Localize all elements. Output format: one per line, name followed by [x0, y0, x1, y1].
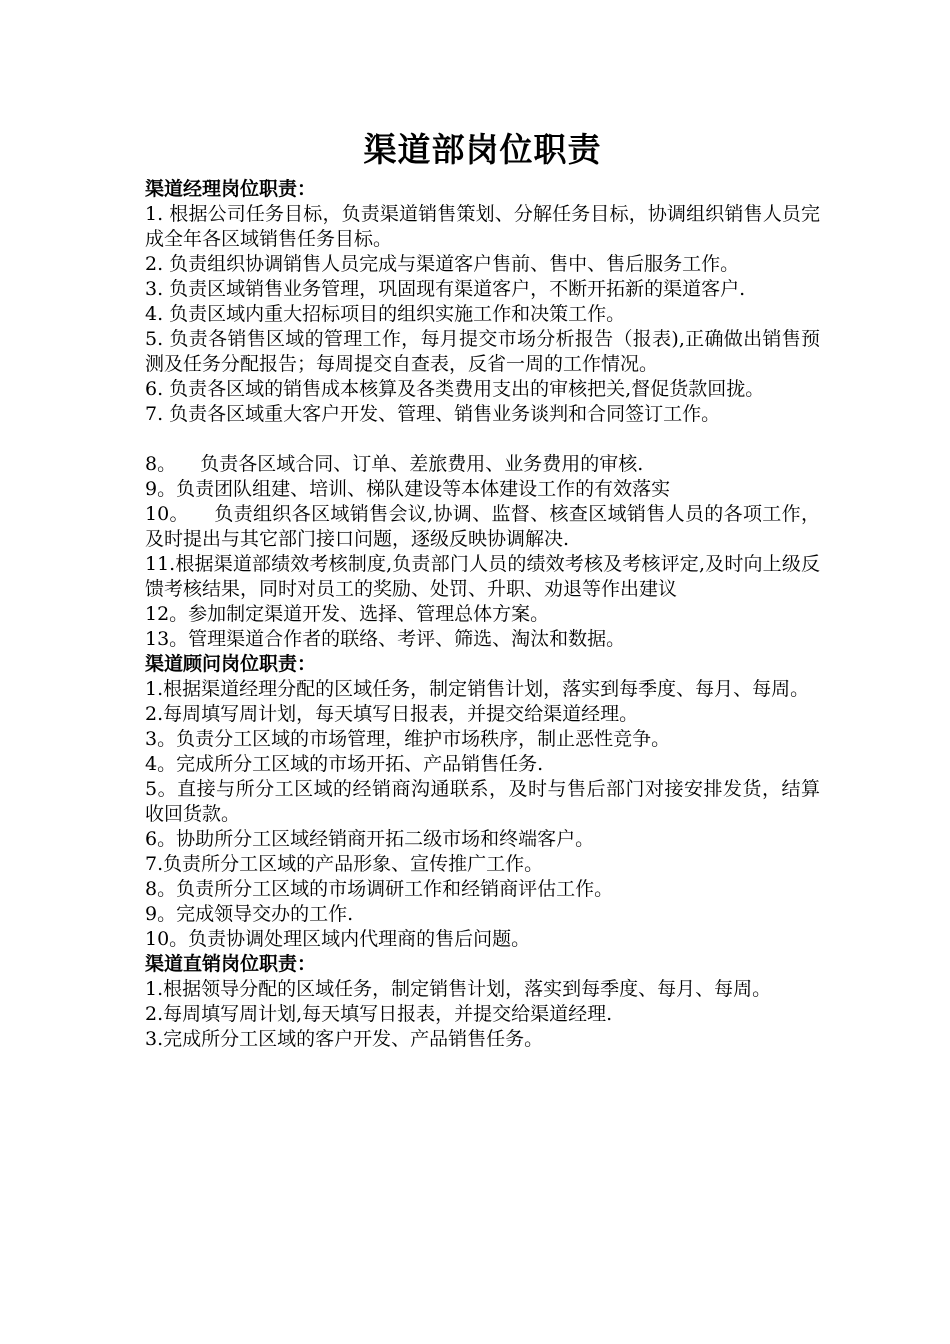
duty-item: 7.负责所分工区域的产品形象、宣传推广工作。: [145, 853, 544, 875]
duty-item: 11.根据渠道部绩效考核制度,负责部门人员的绩效考核及考核评定,及时向上级反馈考核结果，同时对员工的奖励、处罚、升职、劝退等作出建议: [145, 553, 820, 600]
duty-item: 12。参加制定渠道开发、选择、管理总体方案。: [145, 603, 550, 625]
duty-item: 10。 负责组织各区域销售会议,协调、监督、核查区域销售人员的各项工作，及时提出与其它部门接口问题，逐级反映协调解决.: [145, 503, 820, 550]
duty-item: 10。负责协调处理区域内代理商的售后问题。: [145, 928, 531, 950]
duty-item: 8。负责所分工区域的市场调研工作和经销商评估工作。: [145, 878, 614, 900]
duty-item: 2. 负责组织协调销售人员完成与渠道客户售前、售中、售后服务工作。: [145, 253, 740, 275]
duty-item: 8。 负责各区域合同、订单、差旅费用、业务费用的审核.: [145, 453, 644, 475]
section-heading: 渠道经理岗位职责：: [145, 178, 317, 200]
duty-item: 4. 负责区域内重大招标项目的组织实施工作和决策工作。: [145, 303, 626, 325]
duty-item: 3. 负责区域销售业务管理，巩固现有渠道客户，不断开拓新的渠道客户.: [145, 278, 746, 300]
duty-item: 13。管理渠道合作者的联络、考评、筛选、淘汰和数据。: [145, 628, 626, 650]
duty-item: 3。负责分工区域的市场管理，维护市场秩序，制止恶性竞争。: [145, 728, 671, 750]
duty-item: 1.根据渠道经理分配的区域任务，制定销售计划，落实到每季度、每月、每周。: [145, 678, 810, 700]
duty-item: 1. 根据公司任务目标，负责渠道销售策划、分解任务目标，协调组织销售人员完成全年各区域销售任务目标。: [145, 203, 820, 250]
document-title: 渠道部岗位职责: [363, 130, 602, 169]
duty-item: 9。负责团队组建、培训、梯队建设等本体建设工作的有效落实: [145, 478, 671, 500]
duty-item: 2.每周填写周计划，每天填写日报表，并提交给渠道经理。: [145, 703, 639, 725]
duty-item: 5. 负责各销售区域的管理工作，每月提交市场分析报告（报表),正确做出销售预测及任务分配报告；每周提交自查表，反省一周的工作情况。: [145, 328, 820, 375]
duty-item: 6。协助所分工区域经销商开拓二级市场和终端客户。: [145, 828, 595, 850]
section-channel-consultant: [145, 652, 820, 952]
duty-item: 2.每周填写周计划,每天填写日报表，并提交给渠道经理.: [145, 1003, 613, 1025]
section-heading: 渠道直销岗位职责：: [145, 953, 317, 975]
duty-item: 6. 负责各区域的销售成本核算及各类费用支出的审核把关,督促货款回拢。: [145, 378, 765, 400]
section-heading: 渠道顾问岗位职责：: [145, 653, 317, 675]
duty-item: 7. 负责各区域重大客户开发、管理、销售业务谈判和合同签订工作。: [145, 403, 721, 425]
duty-item: 5。直接与所分工区域的经销商沟通联系，及时与售后部门对接安排发货，结算收回货款。: [145, 778, 820, 825]
duty-item: 1.根据领导分配的区域任务，制定销售计划，落实到每季度、每月、每周。: [145, 978, 772, 1000]
duty-item: 4。完成所分工区域的市场开拓、产品销售任务.: [145, 753, 544, 775]
duty-item: 3.完成所分工区域的客户开发、产品销售任务。: [145, 1028, 544, 1050]
section-channel-direct-sales: [145, 952, 820, 1052]
blank-line: [145, 427, 820, 452]
section-channel-manager: [145, 177, 820, 652]
duty-item: 9。完成领导交办的工作.: [145, 903, 354, 925]
